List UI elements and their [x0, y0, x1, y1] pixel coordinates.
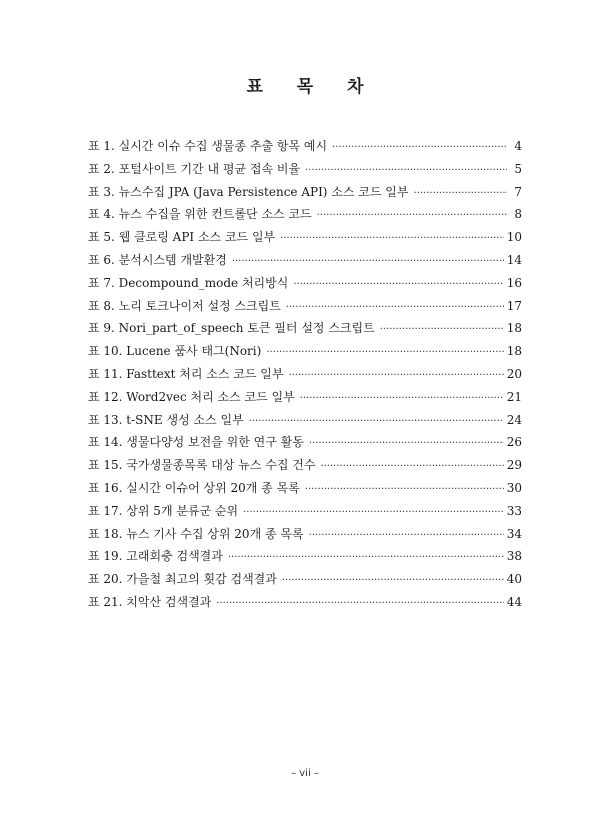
toc-entry-title: 표 2. 포털사이트 기간 내 평균 접속 비율	[88, 161, 301, 176]
toc-entry[interactable]	[88, 591, 522, 614]
toc-entry-page: 7	[514, 184, 522, 199]
toc-entry-title: 표 9. Nori_part_of_speech 토큰 필터 설정 스크립트	[88, 321, 375, 336]
toc-entry[interactable]	[88, 158, 522, 181]
toc-entry-title: 표 10. Lucene 품사 태그(Nori)	[88, 344, 262, 359]
dot-leader	[282, 570, 504, 593]
dot-leader	[320, 456, 503, 479]
toc-entry-title: 표 14. 생물다양성 보전을 위한 연구 활동	[88, 435, 304, 450]
dot-leader	[288, 365, 503, 388]
toc-entry-page: 29	[506, 458, 522, 473]
dot-leader	[216, 593, 503, 616]
table-of-contents-list	[88, 135, 522, 614]
dot-leader	[317, 205, 507, 228]
toc-entry-title: 표 8. 노리 토크나이저 설정 스크립트	[88, 298, 281, 313]
toc-entry[interactable]	[88, 226, 522, 249]
toc-entry[interactable]	[88, 568, 522, 591]
toc-entry-page: 14	[506, 252, 522, 267]
toc-entry[interactable]	[88, 181, 522, 204]
toc-entry[interactable]	[88, 545, 522, 568]
toc-entry-page: 40	[506, 572, 522, 587]
toc-entry-page: 26	[506, 435, 522, 450]
dot-leader	[293, 274, 503, 297]
toc-entry-page: 34	[506, 526, 522, 541]
toc-entry-page: 44	[506, 594, 522, 609]
toc-entry[interactable]	[88, 317, 522, 340]
toc-entry-title: 표 13. t-SNE 생성 소스 일부	[88, 412, 244, 427]
toc-entry-title: 표 17. 상위 5개 분류군 순위	[88, 503, 239, 518]
dot-leader	[243, 502, 504, 525]
dot-leader	[300, 388, 504, 411]
toc-entry-title: 표 16. 실시간 이슈어 상위 20개 종 목록	[88, 480, 300, 495]
toc-entry-title: 표 19. 고래회충 검색결과	[88, 549, 223, 564]
dot-leader	[305, 160, 507, 183]
toc-entry-title: 표 3. 뉴스수집 JPA (Java Persistence API) 소스 코드 일부	[88, 184, 409, 199]
toc-entry-page: 18	[506, 321, 522, 336]
page-number-footer: – vii –	[291, 768, 319, 779]
dot-leader	[232, 251, 504, 274]
toc-entry-page: 8	[514, 207, 522, 222]
toc-entry[interactable]	[88, 454, 522, 477]
dot-leader	[266, 342, 503, 365]
toc-entry-page: 17	[506, 298, 522, 313]
toc-entry-page: 30	[506, 480, 522, 495]
toc-entry-page: 16	[506, 275, 522, 290]
dot-leader	[286, 297, 504, 320]
dot-leader	[249, 411, 504, 434]
toc-entry[interactable]	[88, 203, 522, 226]
dot-leader	[380, 319, 504, 342]
toc-entry-page: 24	[506, 412, 522, 427]
toc-entry[interactable]	[88, 409, 522, 432]
dot-leader	[309, 433, 504, 456]
toc-entry[interactable]	[88, 500, 522, 523]
toc-entry-page: 5	[514, 161, 522, 176]
toc-entry[interactable]	[88, 523, 522, 546]
toc-entry-page: 21	[506, 389, 522, 404]
toc-entry-page: 38	[506, 549, 522, 564]
toc-entry[interactable]	[88, 272, 522, 295]
toc-entry-title: 표 1. 실시간 이슈 수집 생물종 추출 항목 예시	[88, 139, 328, 153]
toc-entry[interactable]	[88, 249, 522, 272]
toc-entry-page: 18	[506, 344, 522, 359]
toc-entry-title: 표 20. 가을철 최고의 횟감 검색결과	[88, 572, 277, 587]
dot-leader	[414, 183, 508, 206]
toc-entry-title: 표 5. 웹 클로링 API 소스 코드 일부	[88, 230, 276, 245]
toc-entry[interactable]	[88, 340, 522, 363]
toc-entry-page: 33	[506, 503, 522, 518]
toc-entry[interactable]	[88, 386, 522, 409]
toc-entry-title: 표 11. Fasttext 처리 소스 코드 일부	[88, 366, 284, 381]
toc-entry-title: 표 15. 국가생물종목록 대상 뉴스 수집 건수	[88, 458, 316, 473]
dot-leader	[309, 525, 504, 548]
toc-entry[interactable]	[88, 135, 522, 158]
toc-entry-title: 표 18. 뉴스 기사 수집 상위 20개 종 목록	[88, 526, 304, 541]
page-title: 표 목 차	[246, 77, 378, 97]
toc-entry[interactable]	[88, 431, 522, 454]
toc-entry-title: 표 21. 치악산 검색결과	[88, 594, 212, 609]
toc-entry[interactable]	[88, 295, 522, 318]
toc-entry-page: 10	[506, 230, 522, 245]
toc-entry-title: 표 4. 뉴스 수집을 위한 컨트롤단 소스 코드	[88, 207, 312, 222]
dot-leader	[280, 228, 504, 251]
toc-entry[interactable]	[88, 477, 522, 500]
toc-entry-title: 표 7. Decompound_mode 처리방식	[88, 275, 289, 290]
dot-leader	[228, 547, 504, 570]
dot-leader	[305, 479, 504, 502]
toc-entry-title: 표 12. Word2vec 처리 소스 코드 일부	[88, 389, 295, 404]
toc-entry-title: 표 6. 분석시스템 개발환경	[88, 252, 227, 267]
toc-entry-page: 20	[506, 366, 522, 381]
toc-entry[interactable]	[88, 363, 522, 386]
dot-leader	[332, 137, 507, 160]
toc-entry-page: 4	[514, 139, 522, 153]
